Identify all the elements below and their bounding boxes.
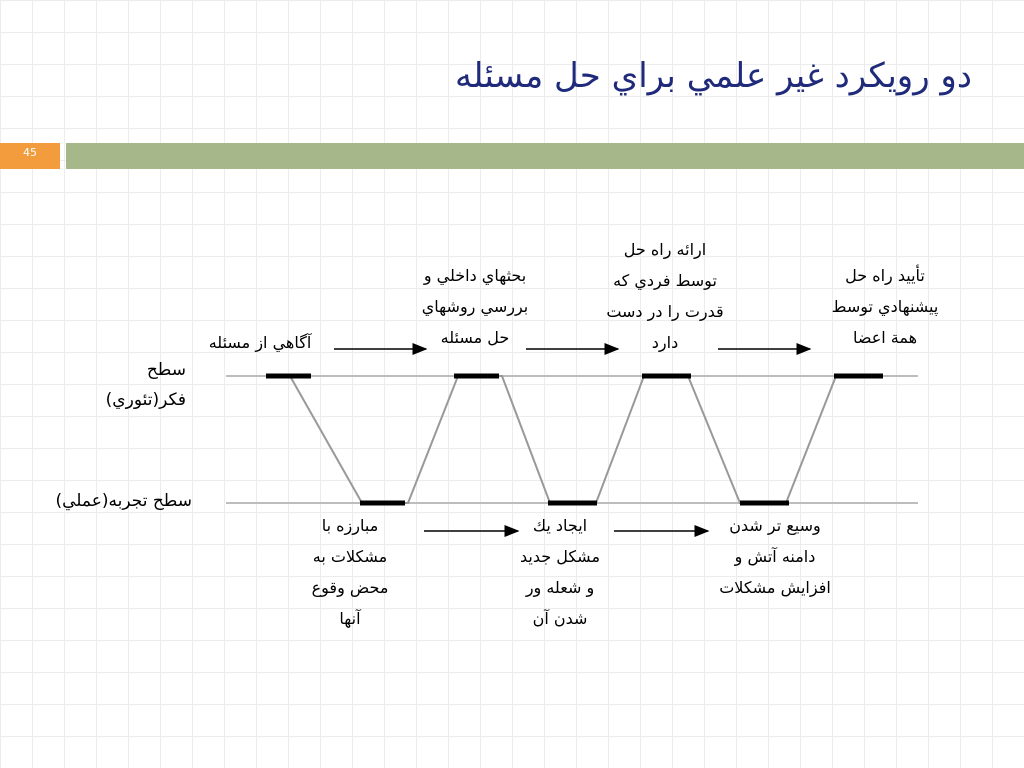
step-line: آنها xyxy=(339,609,361,628)
step-line: ايجاد يك xyxy=(532,516,588,535)
bottom-step-new-problem xyxy=(490,510,630,634)
step-line: ارائه راه حل xyxy=(623,240,707,259)
top-step-solution xyxy=(590,234,740,358)
step-line: افزايش مشكلات xyxy=(719,578,831,597)
step-line: و شعله ور xyxy=(525,578,595,597)
step-line: آگاهي از مسئله xyxy=(208,333,312,352)
practice-level-label: سطح تجربه(عملي) xyxy=(55,491,192,511)
step-line: قدرت را در دست xyxy=(606,302,724,321)
step-line: توسط فردي كه xyxy=(613,271,717,290)
theory-level-label-line: فكر(تئوري) xyxy=(105,390,186,410)
zigzag-path xyxy=(290,376,836,503)
slide-number: 45 xyxy=(0,143,60,169)
step-line: مشكلات به xyxy=(312,547,388,566)
step-line: دارد xyxy=(651,333,679,352)
step-line: تأييد راه حل xyxy=(845,266,925,285)
bottom-step-fight xyxy=(280,510,420,634)
top-step-awareness xyxy=(190,327,330,358)
step-line: حل مسئله xyxy=(440,328,510,347)
bottom-step-spread xyxy=(690,510,860,603)
step-line: بررسي روشهاي xyxy=(421,297,529,316)
step-line: شدن آن xyxy=(532,609,588,628)
step-line: همة اعضا xyxy=(852,328,918,347)
step-line: پيشنهادي توسط xyxy=(831,297,939,316)
step-line: مشكل جديد xyxy=(519,547,601,566)
theory-level-label-line: سطح xyxy=(146,360,186,380)
top-step-discussion xyxy=(400,260,550,353)
slide-title: دو رويكرد غير علمي براي حل مسئله xyxy=(454,56,972,96)
step-line: محض وقوع xyxy=(311,578,389,597)
step-line: وسيع تر شدن xyxy=(729,516,821,535)
step-line: دامنه آتش و xyxy=(734,547,816,566)
top-step-approval xyxy=(810,260,960,353)
step-line: بحثهاي داخلي و xyxy=(423,266,527,285)
step-line: مبارزه با xyxy=(321,516,379,535)
theory-level-label xyxy=(106,355,186,415)
